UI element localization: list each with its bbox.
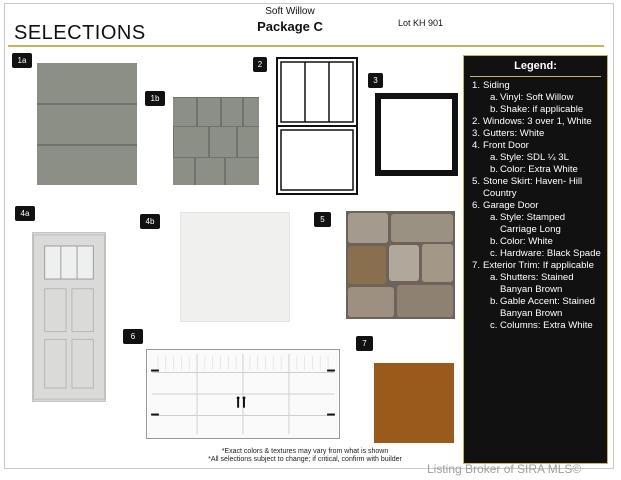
banyan-brown-stain-swatch: [374, 363, 454, 443]
legend-subitem-letter: a.: [490, 92, 499, 103]
tag-4b: 4b: [140, 214, 160, 229]
subdivision-name: Soft Willow: [265, 6, 315, 17]
legend-item-number: 7.: [472, 260, 481, 271]
legend-item-label: Front Door: [483, 140, 529, 151]
legend-subitem-text: Vinyl: Soft Willow: [500, 92, 574, 103]
legend-item-label: Gutters: White: [483, 128, 545, 139]
legend-item-number: 6.: [472, 200, 481, 211]
legend-item-number: 4.: [472, 140, 481, 151]
disclaimer-note: [190, 448, 420, 464]
legend-heading: Legend:: [470, 60, 601, 77]
legend-subitem: [472, 320, 604, 332]
lot-number: Lot KH 901: [398, 18, 444, 28]
shake-shingle: [197, 97, 221, 127]
legend-subitem-text: Shutters: Stained Banyan Brown: [500, 272, 574, 295]
extra-white-color-swatch: [180, 212, 290, 322]
legend-subitem-text: Color: Extra White: [500, 164, 578, 175]
legend-subitem: [472, 296, 604, 320]
legend-subitem-letter: c.: [490, 248, 498, 259]
shake-shingle: [237, 126, 259, 158]
tag-5: 5: [314, 212, 331, 227]
legend-item: [472, 140, 604, 152]
legend-subitem-letter: a.: [490, 152, 499, 163]
legend-subitem-text: Color: White: [500, 236, 553, 247]
shake-siding-swatch: [173, 97, 259, 185]
package-name: Package C: [257, 19, 323, 34]
shake-shingle: [243, 97, 259, 127]
legend-subitem: [472, 212, 604, 236]
legend-subitem-letter: c.: [490, 320, 498, 331]
vinyl-siding-swatch: [37, 63, 137, 185]
tag-1a: 1a: [12, 53, 32, 68]
legend-item: [472, 260, 604, 272]
legend-item-number: 3.: [472, 128, 481, 139]
legend-subitem-text: Columns: Extra White: [500, 320, 593, 331]
legend-subitem: [472, 152, 604, 164]
legend-item: [472, 80, 604, 92]
legend-subitem: [472, 272, 604, 296]
disclaimer-line-2: *All selections subject to change; if critical, confirm with builder: [208, 456, 402, 463]
legend-subitem-letter: b.: [490, 104, 499, 115]
legend-item-label: Exterior Trim: If applicable: [483, 260, 594, 271]
legend-subitem-text: Gable Accent: Stained Banyan Brown: [500, 296, 595, 319]
legend-list: [472, 80, 604, 332]
legend-subitem-letter: a.: [490, 212, 499, 223]
shake-shingle: [225, 157, 259, 185]
legend-item: [472, 116, 604, 128]
legend-item: [472, 200, 604, 212]
legend-subitem-letter: b.: [490, 236, 499, 247]
legend-item-number: 1.: [472, 80, 481, 91]
shake-shingle: [209, 126, 237, 158]
tag-7: 7: [356, 336, 373, 351]
legend-item: [472, 128, 604, 140]
garage-door-illustration: [146, 349, 340, 439]
tag-4a: 4a: [15, 206, 35, 221]
tag-2: 2: [253, 57, 267, 72]
legend-item-label: Windows: 3 over 1, White: [483, 116, 592, 127]
shake-shingle: [173, 97, 197, 127]
stone-skirt-swatch: [346, 211, 455, 319]
legend-subitem-letter: a.: [490, 272, 499, 283]
legend-subitem-text: Hardware: Black Spade: [500, 248, 601, 259]
window-3-over-1-illustration: [276, 57, 358, 195]
legend-subitem: [472, 92, 604, 104]
legend-subitem-letter: b.: [490, 296, 499, 307]
legend-subitem: [472, 164, 604, 176]
legend-subitem: [472, 248, 604, 260]
disclaimer-line-1: *Exact colors & textures may vary from what is shown: [221, 448, 389, 455]
tag-1b: 1b: [145, 91, 165, 106]
siding-groove: [37, 103, 137, 105]
tag-3: 3: [368, 73, 383, 88]
legend-item-label: Garage Door: [483, 200, 539, 211]
legend-item-label: Stone Skirt: Haven- Hill Country: [483, 176, 583, 199]
legend-panel: [463, 55, 608, 464]
legend-subitem-letter: b.: [490, 164, 499, 175]
shake-shingle: [195, 157, 225, 185]
mls-watermark: Listing Broker of SIRA MLS©: [427, 462, 582, 476]
shake-shingle: [221, 97, 243, 127]
legend-item-number: 5.: [472, 176, 481, 187]
legend-item: [472, 176, 604, 200]
shake-shingle: [173, 157, 195, 185]
legend-subitem-text: Style: Stamped Carriage Long: [500, 212, 566, 235]
legend-subitem-text: Style: SDL ¼ 3L: [500, 152, 569, 163]
legend-subitem-text: Shake: if applicable: [500, 104, 584, 115]
legend-subitem: [472, 104, 604, 116]
legend-item-label: Siding: [483, 80, 510, 91]
page-title: SELECTIONS: [14, 22, 146, 44]
front-door-illustration: [32, 232, 106, 402]
tag-6: 6: [123, 329, 143, 344]
gutter-color-swatch: [375, 93, 458, 176]
siding-groove: [37, 144, 137, 146]
shake-shingle: [173, 126, 209, 158]
header-divider: [8, 45, 604, 47]
legend-subitem: [472, 236, 604, 248]
legend-item-number: 2.: [472, 116, 481, 127]
